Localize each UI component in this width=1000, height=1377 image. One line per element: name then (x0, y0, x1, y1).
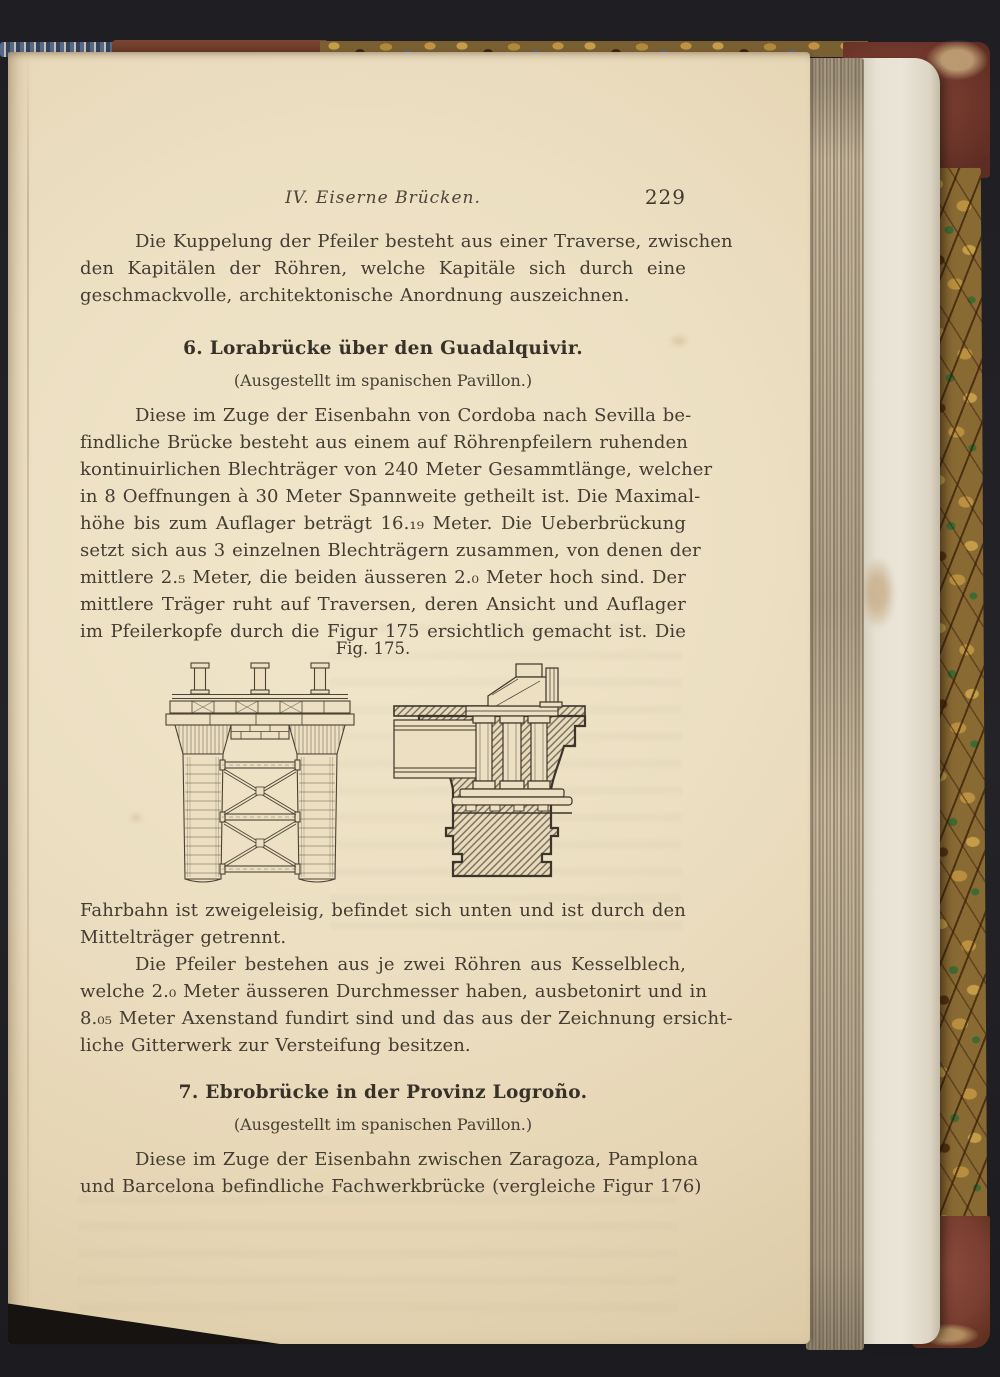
page-stain (861, 558, 895, 628)
figure-175-svg (158, 658, 600, 896)
paragraph-lora-bridge (80, 402, 713, 645)
section-7-subheading: (Ausgestellt im spanischen Pavillon.) (233, 1115, 533, 1134)
text-line: Diese im Zuge der Eisenbahn von Cordoba nach Sevilla be- (135, 405, 692, 426)
foxing-spot (128, 812, 144, 824)
text-line: Die Pfeiler bestehen aus je zwei Röhren aus Kesselblech, (135, 954, 686, 975)
page-number: 229 (644, 185, 686, 209)
text-line: liche Gitterwerk zur Versteifung besitzen. (80, 1035, 471, 1056)
text-line: Diese im Zuge der Eisenbahn zwischen Zaragoza, Pamplona (135, 1149, 699, 1170)
section-6-subheading: (Ausgestellt im spanischen Pavillon.) (233, 371, 533, 390)
text-line: setzt sich aus 3 einzelnen Blechträgern zusammen, von denen der (80, 540, 701, 561)
text-line: kontinuirlichen Blechträger von 240 Meter Gesammtlänge, welcher (80, 459, 713, 480)
text-line: in 8 Oeffnungen à 30 Meter Spannweite getheilt ist. Die Maximal- (80, 486, 701, 507)
book-page (8, 52, 810, 1344)
text-line: Fahrbahn ist zweigeleisig, befindet sich unten und ist durch den (80, 900, 686, 921)
text-line: mittlere 2.₅ Meter, die beiden äusseren 2.₀ Meter hoch sind. Der (80, 567, 686, 588)
text-line: den Kapitälen der Röhren, welche Kapitäle sich durch eine (80, 258, 686, 279)
pier-head-section-drawing (394, 664, 585, 876)
flyleaf-page-edge (855, 58, 940, 1344)
text-line: findliche Brücke besteht aus einem auf Röhrenpfeilern ruhenden (80, 432, 688, 453)
text-line: 8.₀₅ Meter Axenstand fundirt sind und das aus der Zeichnung ersicht- (80, 1008, 733, 1029)
page-crease (27, 52, 29, 1344)
section-6-heading: 6. Lorabrücke über den Guadalquivir. (183, 338, 583, 359)
paragraph-piers (80, 951, 733, 1059)
section-7-heading: 7. Ebrobrücke in der Provinz Logroño. (178, 1082, 588, 1103)
pier-elevation-drawing (166, 663, 354, 882)
page-corner-shadow (8, 1292, 280, 1344)
text-line: Mittelträger getrennt. (80, 927, 287, 948)
text-line: im Pfeilerkopfe durch die Figur 175 ersichtlich gemacht ist. Die (80, 621, 686, 642)
paragraph-intro (80, 228, 733, 309)
text-line: und Barcelona befindliche Fachwerkbrücke (vergleiche Figur 176) (80, 1176, 702, 1197)
figure-175-illustration (158, 658, 600, 896)
chapter-title: IV. Eiserne Brücken. (285, 188, 481, 208)
figure-caption: Fig. 175. (335, 639, 411, 658)
paragraph-roadway (80, 897, 686, 951)
text-line: Die Kuppelung der Pfeiler besteht aus einer Traverse, zwischen (135, 231, 733, 252)
text-line: mittlere Träger ruht auf Traversen, deren Ansicht und Auflager (80, 594, 686, 615)
fore-edge-page-stack (806, 58, 864, 1350)
text-line: geschmackvolle, architektonische Anordnung auszeichnen. (80, 285, 630, 306)
running-head (80, 185, 686, 209)
paragraph-ebro-bridge (80, 1146, 702, 1200)
text-line: höhe bis zum Auflager beträgt 16.₁₉ Meter. Die Ueberbrückung (80, 513, 686, 534)
text-line: welche 2.₀ Meter äusseren Durchmesser haben, ausbetonirt und in (80, 981, 708, 1002)
